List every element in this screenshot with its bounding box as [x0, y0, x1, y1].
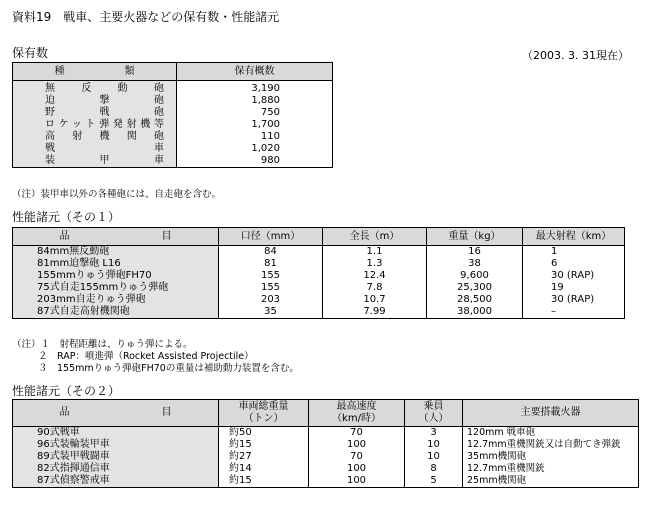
vehicle-name-cell: 90式戦車	[13, 427, 219, 440]
armament-cell: 35mm機関砲	[463, 451, 639, 463]
range-cell: 1	[523, 246, 625, 259]
length-cell: 7.99	[323, 306, 427, 319]
speed-cell: 100	[309, 475, 405, 488]
perf2-header-speed: 最高速度 （km/時）	[309, 400, 405, 427]
table-row	[13, 155, 333, 168]
armament-cell: 12.7mm重機関銃	[463, 463, 639, 475]
weight-cell: 16	[427, 246, 523, 259]
crew-cell: 5	[405, 475, 463, 488]
vehicle-weight-cell: 約27	[219, 451, 309, 463]
table-row	[13, 439, 639, 451]
caliber-cell: 155	[219, 270, 323, 282]
table-row	[13, 270, 625, 282]
table-row	[13, 95, 333, 107]
item-name-cell: 81mm迫撃砲 L16	[13, 258, 219, 270]
item-name-cell: 203mm自走りゅう弾砲	[13, 294, 219, 306]
armament-cell: 120mm 戦車砲	[463, 427, 639, 440]
weapon-type-cell: 野 戦 砲	[13, 107, 177, 119]
length-cell: 7.8	[323, 282, 427, 294]
holdings-heading: 保有数	[12, 46, 49, 60]
table-row	[13, 131, 333, 143]
count-cell: 1,020	[177, 143, 333, 155]
table-row	[13, 306, 625, 319]
table-row	[13, 81, 333, 96]
table-row	[13, 282, 625, 294]
count-cell: 3,190	[177, 81, 333, 96]
vehicle-weight-cell: 約15	[219, 439, 309, 451]
item-name-cell: 155mmりゅう弾砲FH70	[13, 270, 219, 282]
perf2-heading: 性能諸元（その２）	[12, 384, 121, 398]
range-cell: 30 (RAP)	[523, 294, 625, 306]
caliber-cell: 84	[219, 246, 323, 259]
document-title: 資料19 戦車、主要火器などの保有数・性能諸元	[12, 10, 280, 24]
range-cell: 30 (RAP)	[523, 270, 625, 282]
vehicle-name-cell: 87式偵察警戒車	[13, 475, 219, 488]
caliber-cell: 81	[219, 258, 323, 270]
caliber-cell: 35	[219, 306, 323, 319]
count-cell: 1,880	[177, 95, 333, 107]
count-cell: 1,700	[177, 119, 333, 131]
vehicle-weight-cell: 約14	[219, 463, 309, 475]
perf2-header-weight: 車両総重量 （トン）	[219, 400, 309, 427]
length-cell: 12.4	[323, 270, 427, 282]
count-cell: 110	[177, 131, 333, 143]
armament-cell: 12.7mm重機関銃又は自動てき弾銃	[463, 439, 639, 451]
table-row	[13, 427, 639, 440]
perf1-header-item: 品 目	[13, 228, 219, 246]
perf1-table	[12, 227, 625, 319]
armament-cell: 25mm機関砲	[463, 475, 639, 488]
perf1-header-length: 全長（m）	[323, 228, 427, 246]
weapon-type-cell: 戦 車	[13, 143, 177, 155]
weapon-type-cell: ロケット弾発射機等	[13, 119, 177, 131]
speed-cell: 100	[309, 463, 405, 475]
weight-cell: 9,600	[427, 270, 523, 282]
crew-cell: 10	[405, 451, 463, 463]
length-cell: 1.3	[323, 258, 427, 270]
range-cell: 6	[523, 258, 625, 270]
count-cell: 980	[177, 155, 333, 168]
caliber-cell: 203	[219, 294, 323, 306]
length-cell: 1.1	[323, 246, 427, 259]
weapon-type-cell: 迫 撃 砲	[13, 95, 177, 107]
speed-cell: 100	[309, 439, 405, 451]
table-row	[13, 451, 639, 463]
item-name-cell: 87式自走高射機関砲	[13, 306, 219, 319]
perf2-header-crew: 乗員 （人）	[405, 400, 463, 427]
perf1-note-3: ３ 155mmりゅう弾砲FH70の重量は補助動力装置を含む。	[38, 363, 299, 374]
crew-cell: 10	[405, 439, 463, 451]
perf1-heading: 性能諸元（その１）	[12, 210, 121, 224]
speed-cell: 70	[309, 451, 405, 463]
weapon-type-cell: 高 射 機 関 砲	[13, 131, 177, 143]
weapon-type-cell: 装 甲 車	[13, 155, 177, 168]
item-name-cell: 75式自走155mmりゅう弾砲	[13, 282, 219, 294]
vehicle-name-cell: 89式装甲戦闘車	[13, 451, 219, 463]
vehicle-weight-cell: 約15	[219, 475, 309, 488]
table-row	[13, 143, 333, 155]
weight-cell: 38	[427, 258, 523, 270]
table-row	[13, 246, 625, 259]
range-cell: –	[523, 306, 625, 319]
perf1-note-2: ２ RAP：噴進弾（Rocket Assisted Projectile）	[38, 351, 254, 362]
perf2-header-arms: 主要搭載火器	[463, 400, 639, 427]
table-row	[13, 119, 333, 131]
item-name-cell: 84mm無反動砲	[13, 246, 219, 259]
weight-cell: 25,300	[427, 282, 523, 294]
length-cell: 10.7	[323, 294, 427, 306]
crew-cell: 8	[405, 463, 463, 475]
perf1-note-1: （注）１ 射程距離は、りゅう弾による。	[12, 339, 193, 350]
table-row	[13, 463, 639, 475]
holdings-header-type: 種 類	[13, 63, 177, 81]
perf1-header-range: 最大射程（km）	[523, 228, 625, 246]
perf1-header-weight: 重量（kg）	[427, 228, 523, 246]
perf1-header-caliber: 口径（mm）	[219, 228, 323, 246]
holdings-table	[12, 62, 333, 168]
holdings-header-count: 保有概数	[177, 63, 333, 81]
caliber-cell: 155	[219, 282, 323, 294]
perf2-header-item: 品 目	[13, 400, 219, 427]
range-cell: 19	[523, 282, 625, 294]
speed-cell: 70	[309, 427, 405, 440]
table-row	[13, 107, 333, 119]
weight-cell: 38,000	[427, 306, 523, 319]
perf2-table	[12, 399, 639, 488]
holdings-date: （2003. 3. 31現在）	[522, 49, 629, 62]
count-cell: 750	[177, 107, 333, 119]
table-row	[13, 475, 639, 488]
weapon-type-cell: 無 反 動 砲	[13, 81, 177, 96]
holdings-note: （注）装甲車以外の各種砲には、自走砲を含む。	[12, 189, 222, 200]
table-row	[13, 294, 625, 306]
vehicle-name-cell: 96式装輪装甲車	[13, 439, 219, 451]
table-row	[13, 258, 625, 270]
vehicle-name-cell: 82式指揮通信車	[13, 463, 219, 475]
weight-cell: 28,500	[427, 294, 523, 306]
crew-cell: 3	[405, 427, 463, 440]
vehicle-weight-cell: 約50	[219, 427, 309, 440]
